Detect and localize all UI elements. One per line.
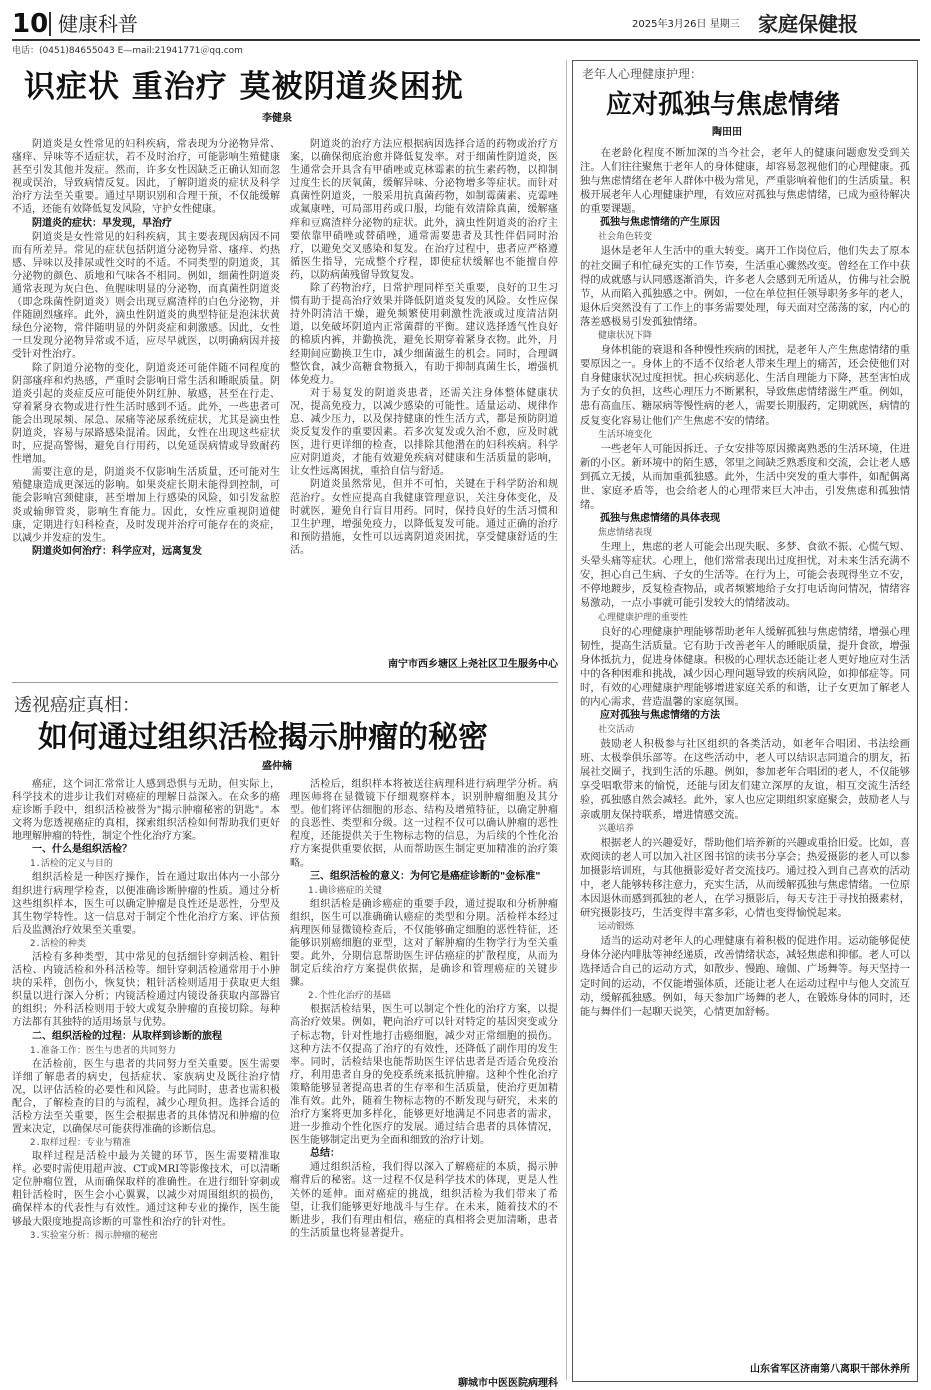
weekday: 星期三 — [709, 19, 740, 30]
page-number: 10 — [12, 9, 49, 39]
article-divider — [12, 682, 558, 683]
subheading: 运动锻炼 — [598, 922, 635, 933]
article1-signature: 南宁市西乡塘区上尧社区卫生服务中心 — [388, 659, 558, 670]
paragraph: 一些老年人可能因拆迁、子女安排等原因搬离熟悉的生活环境，住进新的小区。新环境中的陌生感，邻里之间缺乏熟悉度和交流，会让老人感到孤立无援，从而加重孤独感。此外，生活中突发的重大事件，如配偶离世、家庭矛盾等，也会给老人的心理带来巨大冲击，引发焦虑和孤独情绪。 — [580, 442, 910, 511]
paragraph: 良好的心理健康护理能够帮助老年人缓解孤独与焦虑情绪，增强心理韧性，提高生活质量。它有助于改善老年人的睡眠质量，提升食欲，增强身体抵抗力，促进身体健康。积极的心理状态还能让老人更好地应对生活中的各种困难和挑战，减少因心理问题导致的疾病风险，如抑郁症等。同时，有效的心理健康护理能够增进家庭关系的和谐，让子女更加了解老人的内心需求，营造温馨的家庭氛围。 — [580, 625, 910, 708]
article1-col2 — [290, 138, 558, 650]
paragraph: 退休是老年人生活中的重大转变。离开工作岗位后，他们失去了原本的社交圈子和忙碌充实的工作节奏，生活重心骤然改变。曾经在工作中获得的成就感与认同感逐渐消失，许多老人会感到无所适从，仿佛与社会脱节，从而陷入孤独感之中。例如，一位在单位担任领导职务多年的老人，退休后突然没有了工作上的事务需要处理，每天面对空荡荡的家，内心的落差感极易引发孤独情绪。 — [580, 245, 910, 328]
paragraph: 对于易复发的阴道炎患者，还需关注身体整体健康状况，提高免疫力，以减少感染的可能性。适量运动、规律作息、减少压力，以及保持健康的性生活方式，都是预防阴道炎反复发作的重要因素。若多次复发或久治不愈，应及时就医，进行更详细的检查，以排除其他潜在的妇科疾病。科学应对阴道炎，才能有效避免疾病对健康和生活质量的影响，让女性远离困扰，重拾自信与舒适。 — [290, 387, 558, 478]
article2-kicker: 透视癌症真相： — [14, 695, 140, 716]
article3-body — [580, 146, 910, 1356]
paragraph: 组织活检是一种医疗操作，旨在通过取出体内一小部分组织进行病理学检查，以便准确诊断肿瘤的性质。通过分析这些组织样本，医生可以确定肿瘤是良性还是恶性，分型及其生物学特性。这一信息对于制定个性化治疗方案、评估预后及监测治疗效果至关重要。 — [12, 872, 280, 936]
contact-line: 电话：(0451)84655043 E—mail:21941771＠qq.com — [12, 46, 243, 56]
article3-title: 应对孤独与焦虑情绪 — [606, 90, 841, 120]
section-heading: 阴道炎的症状：早发现，早治疗 — [32, 217, 172, 229]
paragraph: 活检后，组织样本将被送往病理科进行病理学分析。病理医师将在显微镜下仔细观察样本，识别肿瘤细胞及其分型。他们将评估细胞的形态、结构及增殖特征，以确定肿瘤的良恶性、类型和分级。这一过程不仅可以确认肿瘤的恶性程度，还能提供关于生物标志物的信息，为后续的个性化治疗方案提供重要依据，从而帮助医生制定更加精准的治疗策略。 — [290, 779, 558, 869]
subheading: 2.活检的种类 — [30, 938, 86, 949]
header-rule — [12, 39, 920, 41]
paragraph: 阴道炎是女性常见的妇科疾病，常表现为分泌物异常、瘙痒、异味等不适症状，若不及时治疗，可能影响生殖健康甚至引发其他并发症。然而，许多女性因缺乏正确认知而忽视或误治，导致病情反复。因此，了解阴道炎的症状及科学治疗方法至关重要。通过早期识别和合理干预，不仅能缓解不适，还能有效降低复发风险，守护女性健康。 — [12, 139, 280, 216]
paragraph: 阴道炎虽然常见，但并不可怕，关键在于科学防治和规范治疗。女性应提高自我健康管理意识，关注身体变化，及时就医，避免自行盲目用药。同时，保持良好的生活习惯和卫生护理，增强免疫力，以降低复发可能。通过正确的治疗和预防措施，女性可以远离阴道炎困扰，享受健康舒适的生活。 — [290, 479, 558, 556]
paragraph: 取样过程是活检中最为关键的环节，医生需要精准取样。必要时需使用超声波、CT或MRI等影像技术，可以清晰定位肿瘤位置，从而确保取样的准确性。在进行细针穿刺或粗针活检时，医生会小心翼翼，以减少对周围组织的损伤，确保样本的代表性与有效性。通过这种专业的操作，医生能够最大限度地提高诊断的可靠性和治疗的针对性。 — [12, 1151, 280, 1228]
paragraph: 癌症，这个词汇常常让人感到恐惧与无助，但实际上，科学技术的进步让我们对癌症的理解日益深入。在众多的癌症诊断手段中，组织活检被誉为"揭示肿瘤秘密的钥匙"。本文将为您透视癌症的真相，探索组织活检如何帮助我们更好地理解肿瘤的特性，制定个性化治疗方案。 — [12, 779, 280, 843]
subheading: 3.实验室分析：揭示肿瘤的秘密 — [30, 1230, 158, 1241]
section-heading: 应对孤独与焦虑情绪的方法 — [600, 710, 720, 722]
paragraph: 在老龄化程度不断加深的当今社会，老年人的健康问题愈发受到关注。人们往往聚焦于老年人的身体健康，却容易忽视他们的心理健康。孤独与焦虑情绪在老年人群体中极为常见，严重影响着他们的生活质量。积极开展老年人心理健康护理，有效应对孤独与焦虑情绪，已成为亟待解决的重要课题。 — [580, 147, 910, 216]
paragraph: 生理上，焦虑的老人可能会出现失眠、多梦、食欲不振、心慌气短、头晕头痛等症状。心理上，他们常常表现出过度担忧，对未来生活充满不安，担心自己生病、子女的生活等。在行为上，可能会表现得坐立不安，不停地踱步，反复检查物品，或者频繁地给子女打电话询问情况，情绪容易激动，一点小事就可能引发较大的情绪波动。 — [580, 541, 910, 610]
subheading: 1.活检的定义与目的 — [30, 859, 113, 870]
paragraph: 阴道炎是女性常见的妇科疾病，其主要表现因病因不同而有所差异。常见的症状包括阴道分泌物异常、瘙痒、灼热感、异味以及排尿或性交时的不适。不同类型的阴道炎，其分泌物的颜色、质地和气味各不相同。例如，细菌性阴道炎通常表现为灰白色、鱼腥味明显的分泌物，而真菌性阴道炎（即念珠菌性阴道炎）则会出现豆腐渣样的白色分泌物，并伴随剧烈瘙痒。此外，滴虫性阴道炎的典型特征是泡沫状黄绿色分泌物，常伴随明显的外阴炎症和刺激感。因此，女性一旦发现分泌物异常或不适，应尽早就医，以明确病因并接受针对性治疗。 — [12, 231, 280, 361]
paragraph: 阴道炎的治疗方法应根据病因选择合适的药物或治疗方案，以确保彻底治愈并降低复发率。对于细菌性阴道炎，医生通常会开具含有甲硝唑或克林霉素的抗生素药物，以抑制过度生长的厌氧菌，缓解异味、分泌物增多等症状。而针对真菌性阴道炎，一般采用抗真菌药物，如制霉菌素、克霉唑或氟康唑，可局部用药或口服，均能有效清除真菌，缓解瘙痒和豆腐渣样分泌物的症状。此外，滴虫性阴道炎的治疗主要依靠甲硝唑或替硝唑，通常需要患者及其性伴侣同时治疗，以避免交叉感染和复发。在治疗过程中，患者应严格遵循医生指导，完成整个疗程，即使症状缓解也不能擅自停药，以防病菌残留导致复发。 — [290, 139, 558, 281]
paragraph: 适当的运动对老年人的心理健康有着积极的促进作用。运动能够促使身体分泌内啡肽等神经递质，改善情绪状态，减轻焦虑和抑郁。老人可以选择适合自己的运动方式，如散步、慢跑、瑜伽、广场舞等。每天坚持一定时间的运动，不仅能增强体质，还能让老人在运动过程中与他人交流互动，缓解孤独感。例如，每天参加广场舞的老人，在锻炼身体的同时，还能与舞伴们一起聊天说笑，心情更加舒畅。 — [580, 935, 910, 1018]
paragraph: 根据老人的兴趣爱好，帮助他们培养新的兴趣或重拾旧爱。比如，喜欢阅读的老人可以加入社区图书馆的读书分享会；热爱摄影的老人可以参加摄影培训班，与其他摄影爱好者交流技巧。通过投入到自己喜欢的活动中，老人能够转移注意力，充实生活，从而缓解孤独与焦虑情绪。一位原本因退休而感到孤独的老人，在学习摄影后，每天专注于寻找拍摄素材，研究摄影技巧，生活变得丰富多彩，心情也变得愉悦起来。 — [580, 836, 910, 920]
section-heading: 二、组织活检的过程：从取样到诊断的旅程 — [32, 1030, 222, 1042]
section-heading: 总结： — [310, 1148, 340, 1160]
article2-signature: 聊城市中医医院病理科 — [458, 1378, 558, 1389]
subheading: 生活环境变化 — [598, 429, 653, 440]
paragraph: 除了阴道分泌物的变化，阴道炎还可能伴随不同程度的阴部瘙痒和灼热感，严重时会影响日常生活和睡眠质量。阴道炎引起的炎症反应可能使外阴红肿、敏感，甚至在行走、穿着紧身衣物或进行性生活时感到不适。此外，一些患者可能会出现尿频、尿急、尿痛等泌尿系统症状，尤其是滴虫性阴道炎，容易与尿路感染混淆。因此，女性在出现这些症状时，应提高警惕，避免自行用药，以免延误病情或导致耐药性增加。 — [12, 362, 280, 466]
section-heading: 孤独与焦虑情绪的具体表现 — [600, 513, 720, 525]
article2-col1 — [12, 778, 280, 1388]
column-divider — [566, 60, 567, 1380]
date: 2025年3月26日 — [632, 19, 707, 30]
paragraph: 在活检前，医生与患者的共同努力至关重要。医生需要详细了解患者的病史，包括症状、家族病史及既往治疗情况，以评估活检的必要性和风险。与此同时，患者也需积极配合，了解检查的目的与流程，减少心理负担。选择合适的活检方法至关重要，医生会根据患者的具体情况和肿瘤的位置来决定，以确保尽可能获得准确的诊断信息。 — [12, 1058, 280, 1135]
header-divider — [49, 12, 51, 36]
article1-title: 识症状 重治疗 莫被阴道炎困扰 — [24, 69, 464, 105]
paragraph: 需要注意的是，阴道炎不仅影响生活质量，还可能对生殖健康造成更深远的影响。如果炎症长期未能得到控制，可能会影响宫颈健康，甚至增加上行感染的风险，如引发盆腔炎或输卵管炎，影响生育能力。因此，女性应重视阴道健康，定期进行妇科检查，及时发现并治疗可能存在的炎症，以减少并发症的发生。 — [12, 467, 280, 544]
subheading: 健康状况下降 — [598, 331, 653, 342]
section-heading: 孤独与焦虑情绪的产生原因 — [600, 217, 720, 229]
paragraph: 身体机能的衰退和各种慢性疾病的困扰，是老年人产生焦虑情绪的重要原因之一。身体上的不适不仅给老人带来生理上的痛苦，还会使他们对自身健康状况过度担忧。担心疾病恶化、生活自理能力下降，甚至害怕成为子女的负担，这些心理压力不断累积，导致焦虑情绪滋生严重。例如，患有高血压、糖尿病等慢性病的老人，需要长期服药，定期就医，病情的反复变化容易让他们产生焦虑不安的情绪。 — [580, 344, 910, 427]
section-heading: 阴道炎如何治疗：科学应对，远离复发 — [32, 545, 202, 557]
subheading: 社会角色转变 — [598, 232, 653, 243]
article3-kicker: 老年人心理健康护理： — [582, 67, 703, 81]
section-heading: 一、什么是组织活检？ — [32, 844, 132, 856]
article1-author: 李健泉 — [262, 113, 292, 124]
subheading: 心理健康护理的重要性 — [598, 612, 689, 623]
paragraph: 组织活检是确诊癌症的重要手段，通过提取和分析肿瘤组织，医生可以准确确认癌症的类型和分期。活检样本经过病理医师显微镜检查后，不仅能够确定细胞的恶性特征，还能够识别癌细胞的亚型，这对了解肿瘤的生物学行为至关重要。此外，分期信息帮助医生评估癌症的扩散程度，从而为制定后续治疗方案提供依据，是确诊和管理癌症的关键步骤。 — [290, 898, 558, 989]
article2-author: 盛仲楠 — [262, 761, 292, 772]
section-heading: 三、组织活检的意义：为何它是癌症诊断的"金标准" — [310, 870, 541, 882]
article2-col2 — [290, 778, 558, 1370]
paragraph: 除了药物治疗，日常护理同样至关重要，良好的卫生习惯有助于提高治疗效果并降低阴道炎复发的风险。女性应保持外阴清洁干燥，避免频繁使用刺激性洗液或过度清洁阴道，以免破坏阴道内正常菌群的平衡。建议选择透气性良好的棉质内裤，并勤换洗，避免长期穿着紧身衣物。此外，月经期间应勤换卫生巾，减少细菌滋生的机会。同时，合理调整饮食，减少高糖食物摄入，有助于抑制真菌生长，增强机体免疫力。 — [290, 283, 558, 386]
subheading: 2.个性化治疗的基础 — [308, 991, 391, 1002]
paragraph: 根据活检结果，医生可以制定个性化的治疗方案，以提高治疗效果。例如，靶向治疗可以针对特定的基因突变或分子标志物，针对性地打击癌细胞，减少对正常细胞的损伤。这种方法不仅提高了治疗的有效性，还降低了副作用的发生率。同时，活检结果也能帮助医生评估患者是否适合免疫治疗，利用患者自身的免疫系统来抵抗肿瘤。这种个性化治疗策略能够显著提高患者的生存率和生活质量，使治疗更加精准有效。此外，随着生物标志物的不断发现与研究，未来的治疗方案将更加多样化，能够更好地满足不同患者的需求，进一步推动个性化医疗的发展。通过结合患者的具体情况，医生能够制定出更为全面和细致的治疗计划。 — [290, 1004, 558, 1147]
issue-date — [632, 18, 740, 32]
paragraph: 鼓励老人积极参与社区组织的各类活动，如老年合唱团、书法绘画班、太极拳俱乐部等。在这些活动中，老人可以结识志同道合的朋友，拓展社交圈子，找到生活的乐趣。例如，参加老年合唱团的老人，不仅能够享受唱歌带来的愉悦，还能与团友们建立深厚的友谊，相互交流生活经验，孤独感自然会减轻。此外，家人也应定期组织家庭聚会，鼓励老人与亲戚朋友保持联系，增进情感交流。 — [580, 738, 910, 821]
masthead: 家庭保健报 — [758, 12, 858, 36]
article3-author: 陶田田 — [712, 127, 742, 138]
article3-signature: 山东省军区济南第八离职干部休养所 — [750, 1364, 910, 1375]
subheading: 2.取样过程：专业与精准 — [30, 1138, 131, 1149]
subheading: 1.确诊癌症的关键 — [308, 885, 382, 896]
subheading: 社交活动 — [598, 725, 635, 736]
paragraph: 通过组织活检，我们得以深入了解癌症的本质，揭示肿瘤背后的秘密。这一过程不仅是科学技术的体现，更是人性关怀的延伸。面对癌症的挑战，组织活检为我们带来了希望，让我们能够更好地战斗与生存。在未来，随着技术的不断进步，我们有理由相信，癌症的真相将会更加清晰，患者的生活质量也将显著提升。 — [290, 1162, 558, 1239]
subheading: 1.准备工作：医生与患者的共同努力 — [30, 1045, 176, 1056]
section-name: 健康科普 — [58, 12, 138, 36]
subheading: 焦虑情绪表现 — [598, 528, 653, 539]
article2-title: 如何通过组织活检揭示肿瘤的秘密 — [38, 720, 488, 755]
article1-col1 — [12, 138, 280, 670]
subheading: 兴趣培养 — [598, 823, 635, 834]
paragraph: 活检有多种类型，其中常见的包括细针穿刺活检、粗针活检、内镜活检和外科活检等。细针穿刺活检通常用于小肿块的采样，创伤小，恢复快；粗针活检则适用于获取更大组织量以进行深入分析；内镜活检通过内镜设备获取内部器官的组织；外科活检则用于较大或复杂肿瘤的直接切除。每种方法都有其独特的适用场景与优势。 — [12, 951, 280, 1029]
